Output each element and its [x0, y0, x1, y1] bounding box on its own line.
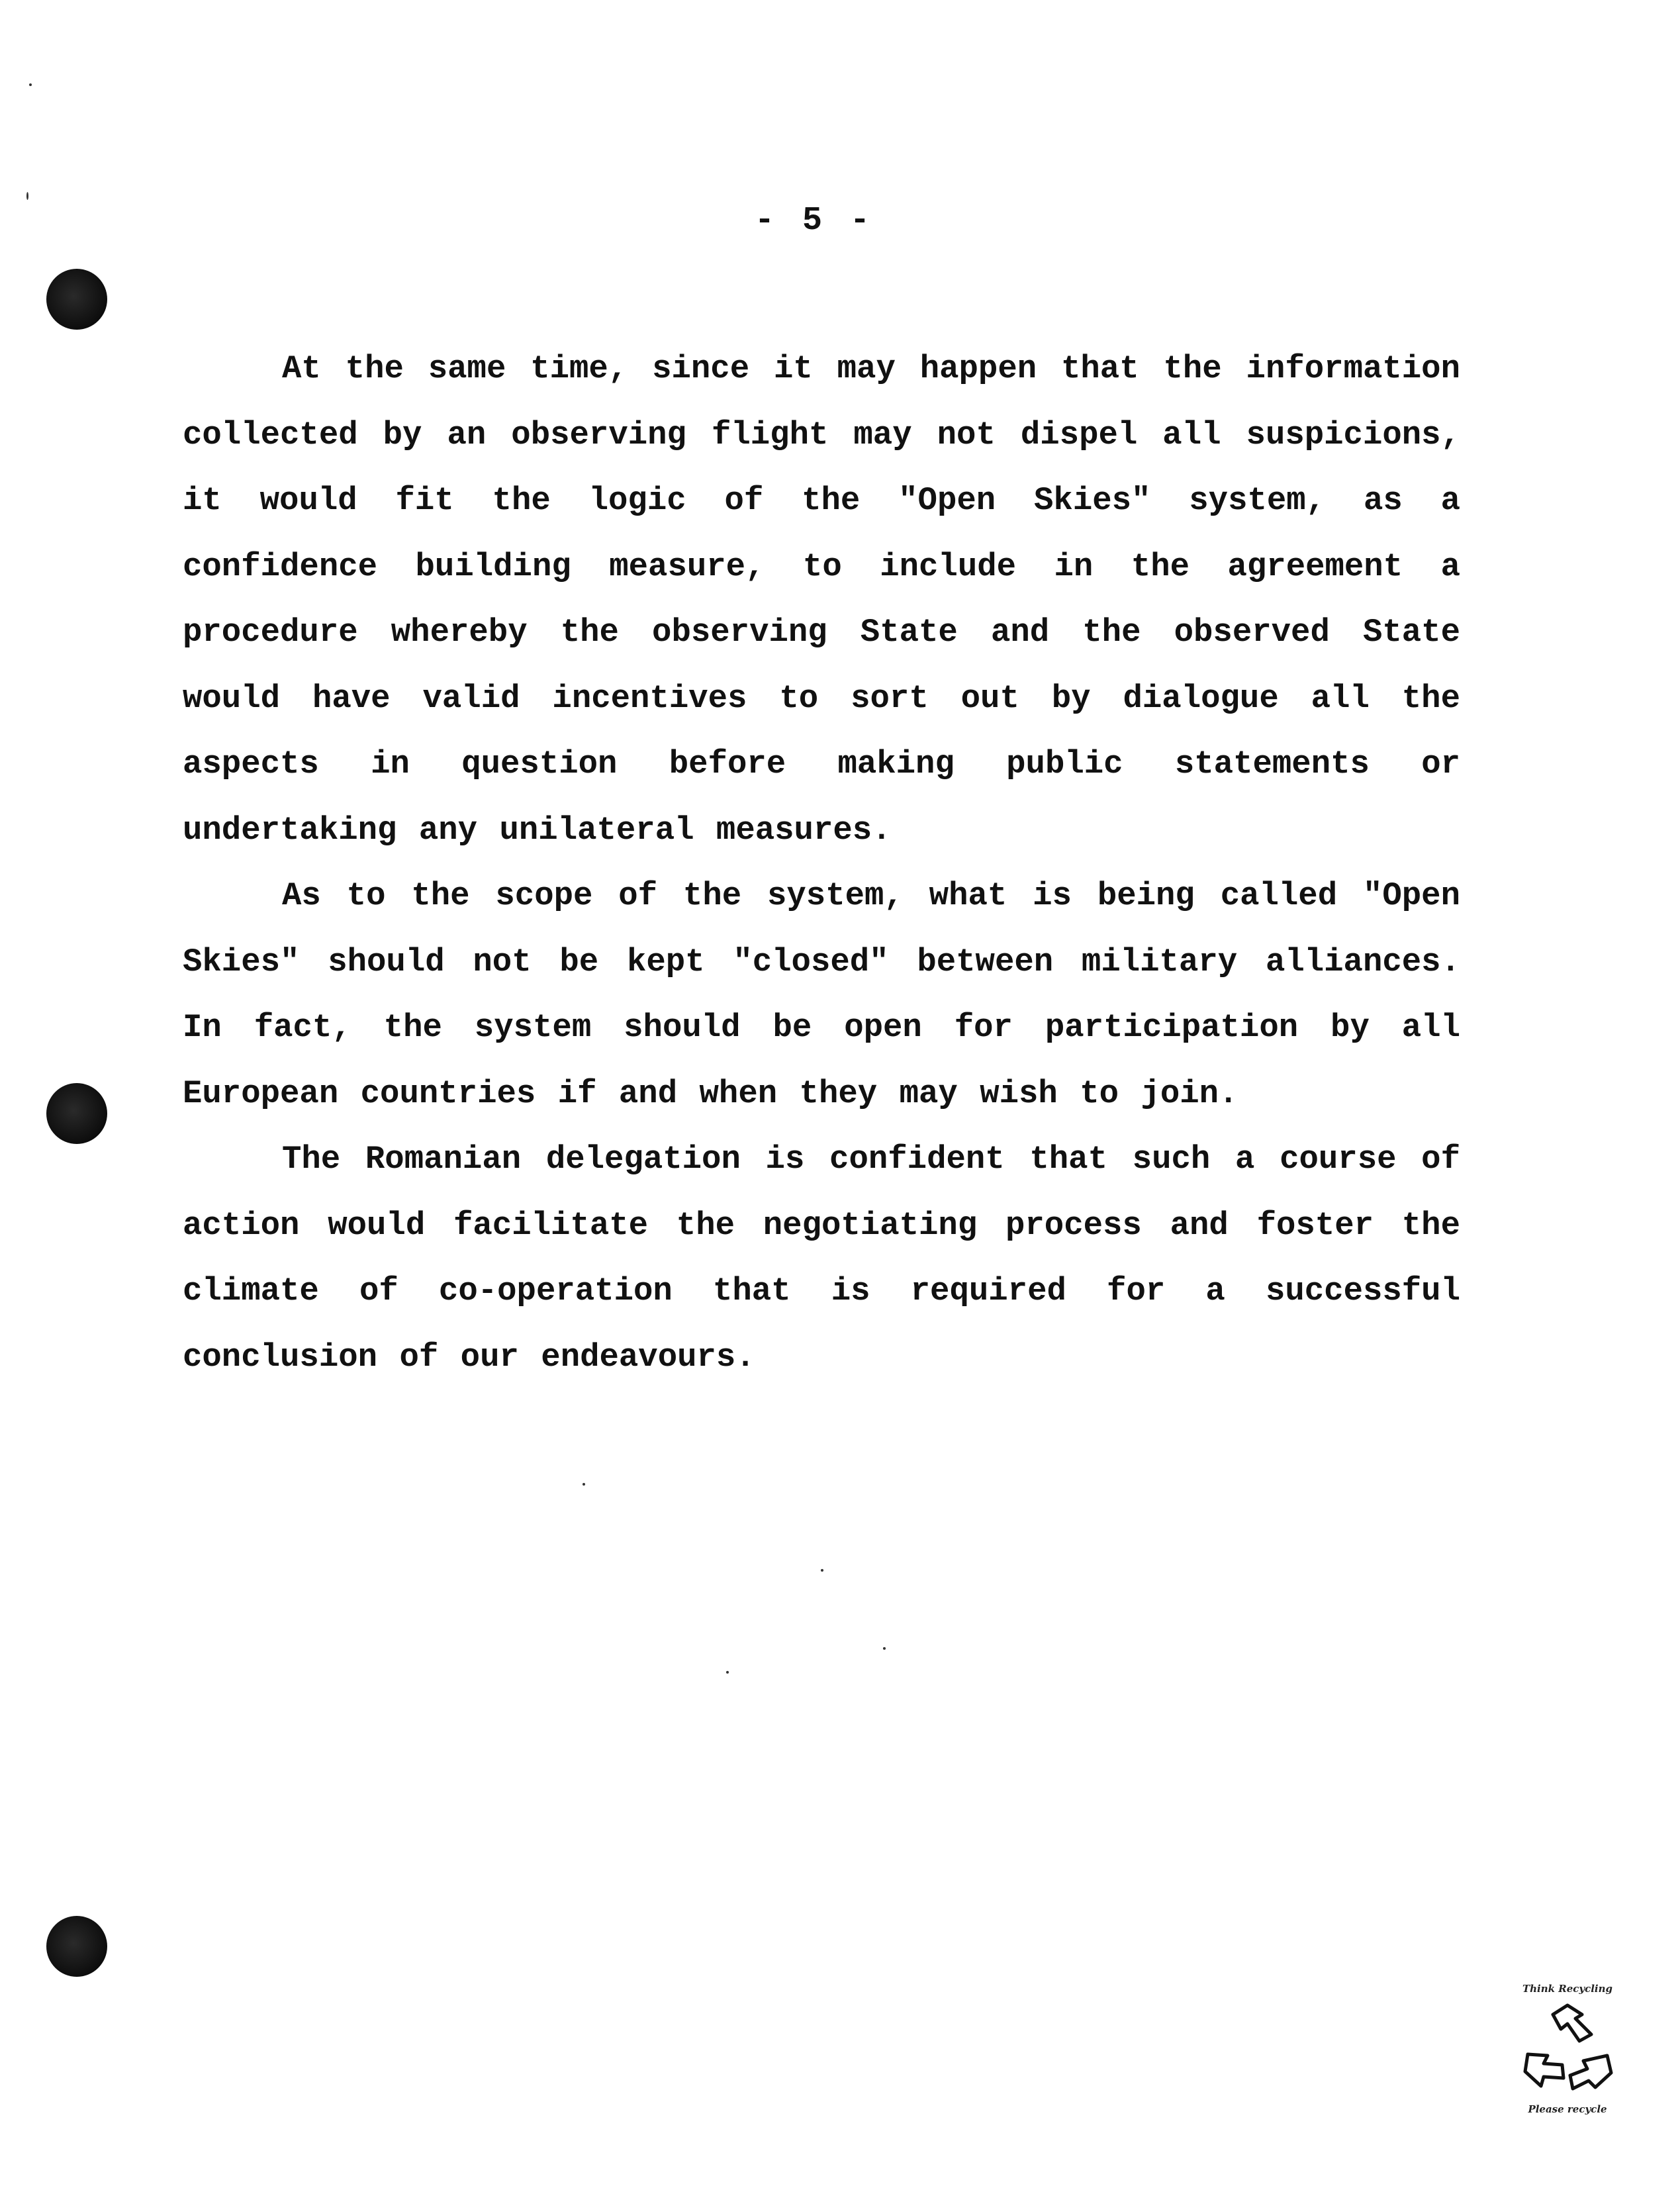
scan-speck — [29, 83, 32, 86]
recycle-caption-top: Think Recycling — [1522, 1983, 1613, 1995]
scan-speck — [726, 1671, 729, 1674]
document-body — [183, 336, 1460, 1390]
scan-speck — [26, 192, 28, 200]
scan-speck — [821, 1569, 823, 1572]
scan-speck — [583, 1483, 585, 1486]
recycle-caption-bottom: Please recycle — [1528, 2103, 1607, 2115]
punch-hole-bottom — [46, 1916, 107, 1977]
paragraph-verification-dialogue: At the same time, since it may happen that the information collected by an observing flight may not dispel all suspicions, it would fit the logic of the "Open Skies" system, as a confidence building measure, to include in the agreement a procedure whereby the observing State and the observed State would have valid incentives to sort out by dialogue all the aspects in question before making public statements or undertaking any unilateral measures. — [183, 350, 1460, 849]
page-number: - 5 - — [754, 202, 874, 240]
paragraph-romanian-delegation: The Romanian delegation is confident that such a course of action would facilitate the negotiating process and foster the climate of co-operation that is required for a successful conclusion of our endeavours. — [183, 1141, 1460, 1376]
punch-hole-middle — [46, 1083, 107, 1144]
paragraph-scope-of-system: As to the scope of the system, what is being called "Open Skies" should not be kept "closed" between military alliances. In fact, the system should be open for participation by all European countries if and when they may wish to join. — [183, 877, 1460, 1112]
punch-hole-top — [46, 269, 107, 330]
scan-speck — [883, 1647, 886, 1650]
recycle-logo — [1501, 1983, 1634, 2115]
recycle-icon — [1515, 2000, 1620, 2099]
